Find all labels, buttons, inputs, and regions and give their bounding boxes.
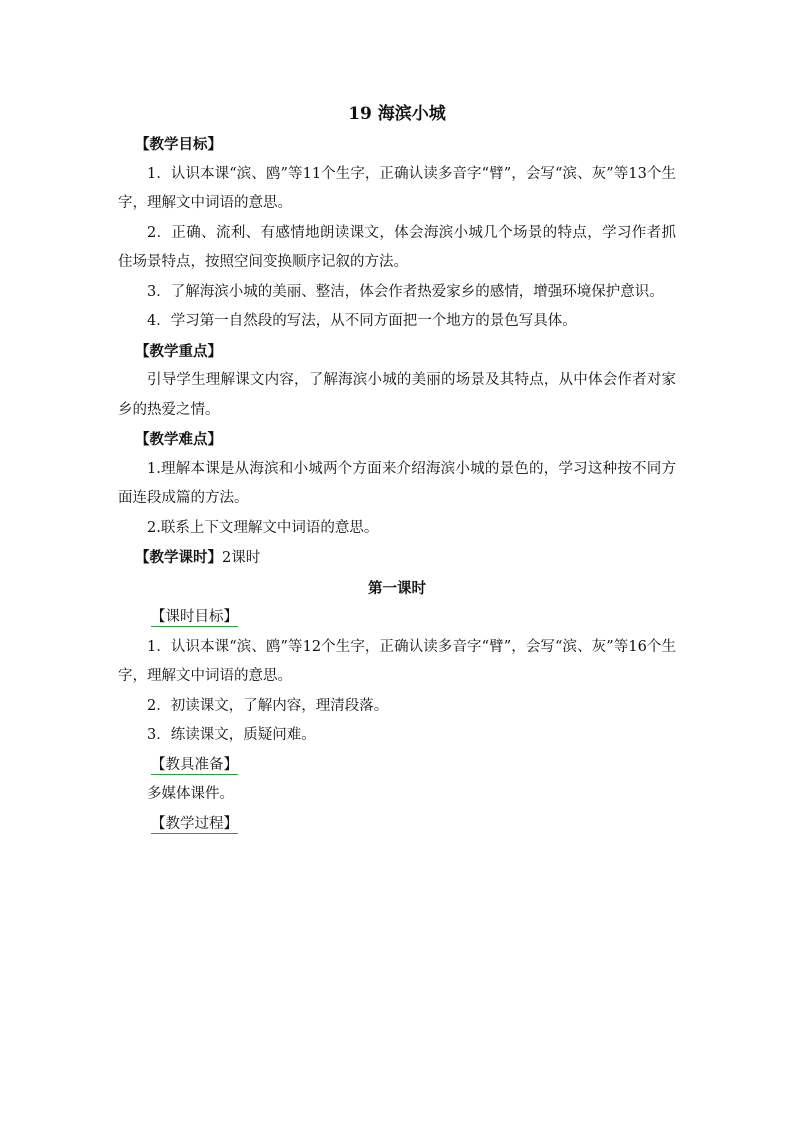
hours-heading: 【教学课时】 <box>135 549 222 566</box>
process-heading: 【教学过程】 <box>151 815 238 832</box>
lesson1-title: 第一课时 <box>368 579 426 597</box>
objective-item: 4．学习第一自然段的写法，从不同方面把一个地方的景色写具体。 <box>147 313 577 329</box>
document-page <box>118 100 676 839</box>
objective-item: 1．认识本课“滨、鸥”等11个生字，正确认读多音字“臂”，会写“滨、灰”等13个生字，理解文中词语的意思。 <box>118 165 676 211</box>
key-points-text: 引导学生理解课文内容，了解海滨小城的美丽的场景及其特点，从中体会作者对家乡的热爱之情。 <box>118 372 676 418</box>
lesson1-objective-item: 2．初读课文，了解内容，理清段落。 <box>147 697 389 714</box>
lesson-title: 19 海滨小城 <box>348 104 446 124</box>
objective-item: 3．了解海滨小城的美丽、整洁，体会作者热爱家乡的感情，增强环境保护意识。 <box>147 283 664 300</box>
hours-line <box>118 543 676 574</box>
hours-value: 2课时 <box>222 550 261 566</box>
tools-text: 多媒体课件。 <box>147 786 234 802</box>
objectives-heading: 【教学目标】 <box>135 136 222 153</box>
tools-heading: 【教具准备】 <box>151 756 238 773</box>
process-heading-line <box>118 810 676 840</box>
lesson1-objective-item: 1．认识本课“滨、鸥”等12个生字，正确认读多音字“臂”，会写“滨、灰”等16个生字，理解文中词语的意思。 <box>118 638 676 684</box>
difficulty-item: 1.理解本课是从海滨和小城两个方面来介绍海滨小城的景色的，学习这种按不同方面连段成篇的方法。 <box>118 460 676 506</box>
tools-heading-line <box>118 751 676 781</box>
difficulties-heading: 【教学难点】 <box>135 431 222 448</box>
lesson1-objectives-heading-line <box>118 603 676 633</box>
lesson1-objective-item: 3．练读课文，质疑问难。 <box>147 727 316 743</box>
difficulty-item: 2.联系上下文理解文中词语的意思。 <box>147 519 379 536</box>
lesson1-objectives-heading: 【课时目标】 <box>151 609 238 625</box>
objective-item: 2．正确、流利、有感情地朗读课文，体会海滨小城几个场景的特点，学习作者抓住场景特点，按照空间变换顺序记叙的方法。 <box>118 224 676 270</box>
key-points-heading: 【教学重点】 <box>135 342 222 360</box>
